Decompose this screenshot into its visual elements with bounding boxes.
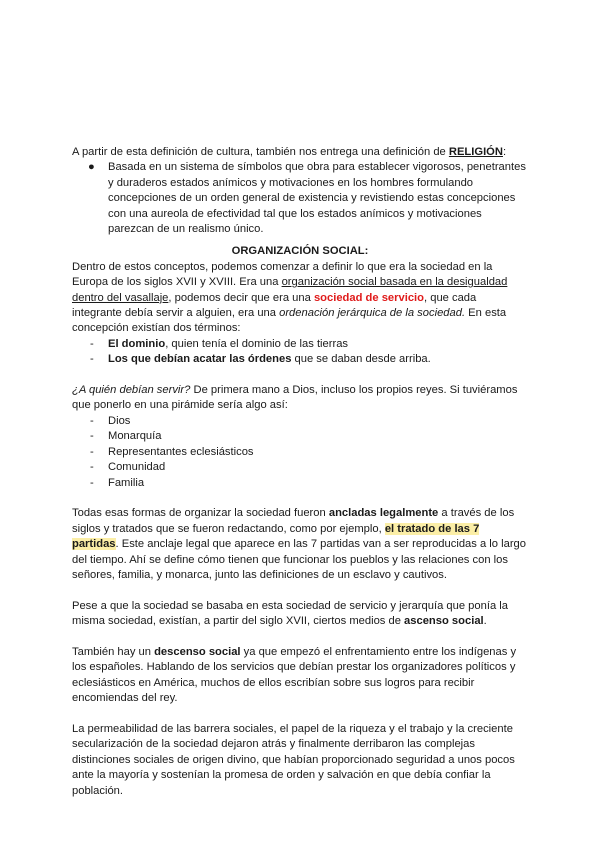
document-page <box>72 145 528 799</box>
paragraph-descent: También hay un descenso social ya que empezó el enfrentamiento entre los indígenas y los españoles. Hablando de los servicios que debían prestar los organizadores políticos y eclesiásticos en América, muchos de ellos escribían sobre sus logros para recibir encomiendas del rey. <box>72 645 517 705</box>
religion-definition-text: Basada en un sistema de símbolos que obra para establecer vigorosos, penetrantes y duraderos estados anímicos y motivaciones en los hombres formulando concepciones de un orden general de existencia y revistiendo estas concepciones con una aureola de efectividad tal que los estados anímicos y motivaciones parezcan de un realismo único. <box>108 161 526 236</box>
italic-phrase: ordenación jerárquica de la sociedad. <box>279 307 466 320</box>
paragraph-society: Dentro de estos conceptos, podemos comenzar a definir lo que era la sociedad en la Europa de los siglos XVII y XVIII. Era una organización social basada en la desigualdad dentro del vasallaje, podemos decir que era una sociedad de servicio, que cada integrante debía servir a alguien, era una ordenación jerárquica de la sociedad. En esta concepción existían dos términos: <box>72 260 508 335</box>
paragraph-permeability: La permeabilidad de las barrera sociales, el papel de la riqueza y el trabajo y la creciente secularización de la sociedad dejaron atrás y finalmente derribaron las complejas distinciones sociales de origen divino, que habían proporcionado seguridad a unos pocos ante la mayoría y sostenían la promesa de orden y salvación en que debía confiar la población. <box>72 722 515 797</box>
section-heading: ORGANIZACIÓN SOCIAL: <box>231 245 369 258</box>
pyramid-item: - Monarquía <box>90 430 162 443</box>
paragraph-legal: Todas esas formas de organizar la sociedad fueron ancladas legalmente a través de los siglos y tratados que se fueron redactando, como por ejemplo, el tratado de las 7 partidas. Este anclaje legal que aparece en las 7 partidas van a ser reproducidas a lo largo del tiempo. Ahí se define cómo tienen que funcionar los pueblos y las relaciones con los señores, familia, y monarca, junto las definiciones de un esclavo y cautivos. <box>72 507 526 581</box>
religion-term: RELIGIÓN <box>448 146 503 158</box>
bullet-marker: ● <box>88 161 95 174</box>
term-item: - El dominio, quien tenía el dominio de las tierras <box>90 337 349 350</box>
intro-paragraph: A partir de esta definición de cultura, también nos entrega una definición de RELIGIÓN: <box>72 146 507 158</box>
red-highlight-phrase: sociedad de servicio <box>313 291 424 304</box>
religion-definition-bullet <box>72 160 528 237</box>
paragraph-question: ¿A quién debían servir? De primera mano a Dios, incluso los propios reyes. Si tuviéramos que ponerlo en una pirámide sería algo así: <box>72 384 518 412</box>
pyramid-item: - Familia <box>90 476 145 489</box>
pyramid-item: - Representantes eclesiásticos <box>90 445 254 458</box>
pyramid-item: - Comunidad <box>90 461 166 474</box>
highlighted-phrase: el tratado de las 7 partidas <box>72 522 480 551</box>
underlined-phrase: organización social basada en la desigualdad dentro del vasallaje <box>72 276 508 304</box>
paragraph-ascent: Pese a que la sociedad se basaba en esta sociedad de servicio y jerarquía que ponía la misma sociedad, existían, a partir del siglo XVII, ciertos medios de ascenso social. <box>72 599 508 628</box>
pyramid-item: - Dios <box>90 414 131 427</box>
term-item: - Los que debían acatar las órdenes que se daban desde arriba. <box>90 353 431 366</box>
